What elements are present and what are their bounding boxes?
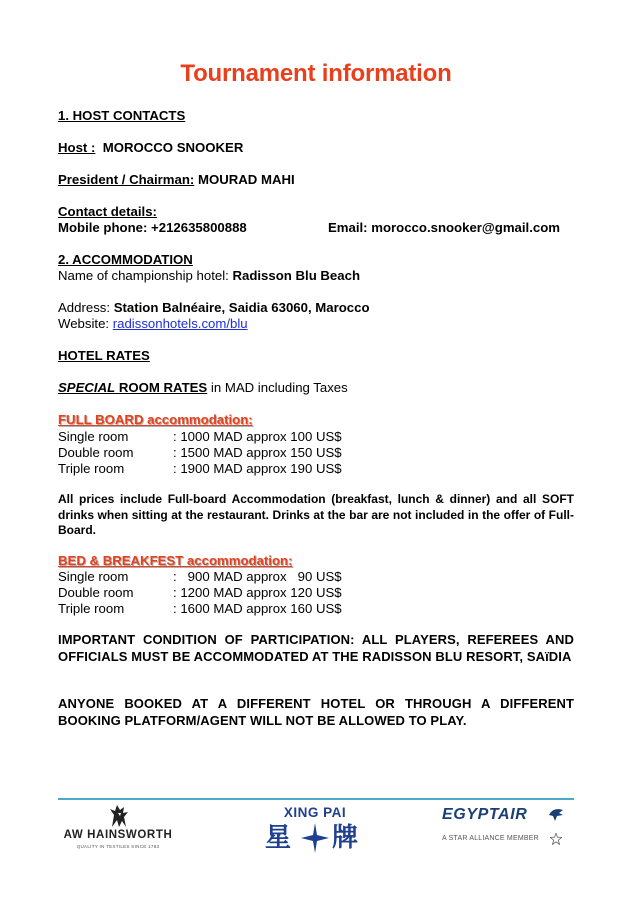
- room-price: : 900 MAD approx 90 US$: [173, 569, 342, 584]
- room-type: Double room: [58, 445, 134, 460]
- egyptair-tagline: A STAR ALLIANCE MEMBER: [442, 835, 539, 842]
- room-type: Triple room: [58, 601, 125, 616]
- xingpai-name: XING PAI: [283, 805, 347, 820]
- hotel-label: Name of championship hotel:: [58, 268, 229, 283]
- host-line: [58, 140, 574, 156]
- address-value: Station Balnéaire, Saidia 63060, Marocco: [113, 300, 370, 315]
- bed-breakfast-row: [58, 569, 574, 585]
- host-contacts-heading: 1. HOST CONTACTS: [58, 108, 186, 123]
- mobile-value: +212635800888: [151, 220, 247, 235]
- host-label: Host :: [58, 140, 96, 155]
- president-label: President / Chairman:: [58, 172, 195, 187]
- egyptair-horus-icon: [547, 807, 565, 823]
- special-word: SPECIAL: [58, 380, 116, 395]
- accommodation-heading: 2. ACCOMMODATION: [58, 252, 193, 267]
- hainsworth-logo: [58, 803, 178, 853]
- contact-line: [58, 220, 574, 236]
- full-board-heading: FULL BOARD accommodation:: [58, 412, 253, 427]
- room-price: : 1200 MAD approx 120 US$: [173, 585, 342, 600]
- full-board-note: All prices include Full-board Accommodation (breakfast, lunch & dinner) and all SOFT drinks when sitting at the restaurant. Drinks at the bar are not included in the offer of Full-Board.: [58, 492, 574, 537]
- full-board-row: [58, 445, 574, 461]
- egyptair-logo: [440, 806, 574, 852]
- room-price: : 1500 MAD approx 150 US$: [173, 445, 342, 460]
- booking-warning: ANYONE BOOKED AT A DIFFERENT HOTEL OR THROUGH A DIFFERENT BOOKING PLATFORM/AGENT WILL NOT BE ALLOWED TO PLAY.: [58, 696, 574, 728]
- footer-divider: [58, 798, 574, 800]
- bed-breakfast-row: [58, 601, 574, 617]
- website-line: [58, 316, 574, 332]
- page-title: Tournament information: [180, 60, 452, 87]
- full-board-table: [58, 429, 574, 477]
- xingpai-chinese-left: 星: [265, 822, 292, 852]
- important-condition: IMPORTANT CONDITION OF PARTICIPATION: ALL PLAYERS, REFEREES AND OFFICIALS MUST BE ACCOMMODATED AT THE RADISSON BLU RESORT, SAïDIA: [58, 632, 574, 664]
- room-type: Single room: [58, 429, 129, 444]
- website-label: Website:: [58, 316, 110, 331]
- egyptair-name: EGYPTAIR: [442, 806, 528, 823]
- special-rates-line: [58, 380, 574, 396]
- bed-breakfast-table: [58, 569, 574, 617]
- hotel-rates-heading: HOTEL RATES: [58, 348, 150, 363]
- full-board-row: [58, 429, 574, 445]
- room-price: : 1600 MAD approx 160 US$: [173, 601, 342, 616]
- mobile-label: Mobile phone:: [58, 220, 148, 235]
- host-value: MOROCCO SNOOKER: [102, 140, 244, 155]
- hainsworth-tagline: QUALITY IN TEXTILES SINCE 1783: [76, 844, 160, 849]
- website-link[interactable]: radissonhotels.com/blu: [112, 316, 248, 331]
- special-suffix: in MAD including Taxes: [210, 380, 348, 395]
- room-type: Single room: [58, 569, 129, 584]
- address-line: [58, 300, 574, 316]
- hotel-value: Radisson Blu Beach: [232, 268, 360, 283]
- xingpai-chinese-right: 牌: [332, 822, 359, 852]
- special-rest: ROOM RATES: [118, 380, 208, 395]
- bed-breakfast-heading: BED & BREAKFEST accommodation:: [58, 553, 293, 568]
- hotel-line: [58, 268, 574, 284]
- president-value: MOURAD MAHI: [197, 172, 295, 187]
- contact-details-label: Contact details:: [58, 204, 157, 219]
- president-line: [58, 172, 574, 188]
- hainsworth-name: AW HAINSWORTH: [63, 829, 173, 841]
- email-value[interactable]: morocco.snooker@gmail.com: [371, 220, 560, 235]
- room-price: : 1000 MAD approx 100 US$: [173, 429, 342, 444]
- room-type: Double room: [58, 585, 134, 600]
- address-label: Address:: [58, 300, 111, 315]
- full-board-row: [58, 461, 574, 477]
- email-group: [328, 220, 560, 236]
- xingpai-star-icon: [301, 823, 329, 853]
- bed-breakfast-row: [58, 585, 574, 601]
- hainsworth-lion-icon: [104, 803, 134, 829]
- email-label: Email:: [328, 220, 368, 235]
- room-price: : 1900 MAD approx 190 US$: [173, 461, 342, 476]
- star-alliance-icon: [550, 833, 562, 845]
- xingpai-logo: [260, 805, 370, 857]
- room-type: Triple room: [58, 461, 125, 476]
